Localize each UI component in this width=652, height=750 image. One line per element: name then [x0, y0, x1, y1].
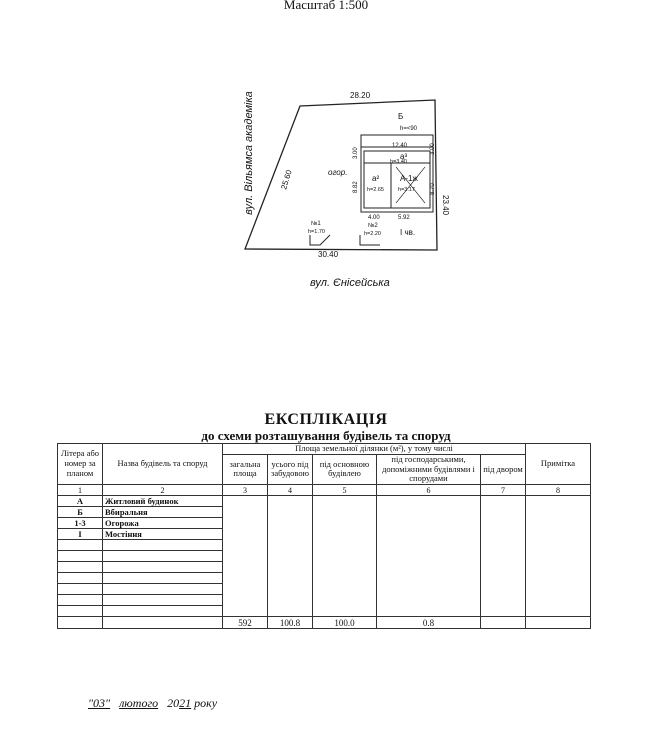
building-a — [391, 163, 430, 208]
date-day: "03" — [88, 696, 111, 710]
document-date — [88, 696, 217, 711]
svg-text:3.00: 3.00 — [353, 147, 359, 159]
col-total: загальна площа — [223, 454, 268, 484]
svg-text:№1: №1 — [311, 221, 321, 227]
svg-text:h=3.40: h=3.40 — [390, 159, 407, 165]
svg-text:А-1ж: А-1ж — [400, 174, 418, 183]
col-letter: Літера або номер за планом — [58, 444, 103, 485]
col-area-group: Площа земельної ділянки (м²), у тому числі — [223, 444, 526, 455]
svg-text:h=3.17: h=3.17 — [398, 187, 415, 193]
svg-text:8.70: 8.70 — [430, 183, 436, 195]
col-aux: під господарськими, допоміжними будівлями і спорудами — [377, 454, 481, 484]
svg-text:I чв.: I чв. — [400, 228, 416, 237]
svg-text:h=<90: h=<90 — [400, 126, 418, 132]
explication-table — [57, 443, 591, 629]
table-row: Б Вбиральня — [58, 507, 591, 518]
date-year-suffix: 21 — [179, 696, 192, 710]
svg-text:h=2.65: h=2.65 — [367, 187, 384, 193]
svg-text:8.82: 8.82 — [353, 181, 359, 193]
col-note: Примітка — [526, 444, 591, 485]
col-main: під основною будівлею — [313, 454, 377, 484]
total-main: 100.0 — [313, 617, 377, 629]
dim-bottom: 30.40 — [318, 250, 339, 259]
svg-text:h=2.20: h=2.20 — [364, 231, 381, 237]
street-left-label: вул. Вільямса академіка — [243, 91, 255, 215]
date-year-prefix: 20 — [167, 696, 180, 710]
dim-left: 25.60 — [279, 168, 294, 191]
yard-label: огор. — [328, 168, 348, 177]
svg-text:№2: №2 — [368, 223, 378, 229]
explication-title: ЕКСПЛІКАЦІЯ — [264, 411, 388, 428]
table-row: А Житловий будинок — [58, 496, 591, 507]
column-numbers-row: 1 2 3 4 5 6 7 8 — [58, 485, 591, 496]
col-yard: під двором — [481, 454, 526, 484]
date-month: лютого — [119, 696, 159, 710]
explication-subtitle: до схеми розташування будівель та споруд — [201, 428, 451, 443]
dim-top: 28.20 — [350, 91, 371, 100]
b-label: Б — [398, 112, 404, 121]
col-name: Назва будівель та споруд — [103, 444, 223, 485]
svg-text:h=1.70: h=1.70 — [308, 229, 325, 235]
dim-right: 23.40 — [441, 195, 450, 216]
col-built: усього під забудовою — [268, 454, 313, 484]
total-area: 592 — [223, 617, 268, 629]
total-aux: 0.8 — [377, 617, 481, 629]
svg-text:а³: а³ — [400, 152, 408, 161]
street-bottom-label: вул. Єнісейська — [310, 277, 390, 289]
building-a2 — [364, 163, 391, 208]
total-built: 100.8 — [268, 617, 313, 629]
svg-text:12.40: 12.40 — [392, 143, 408, 149]
svg-text:4.00: 4.00 — [368, 215, 380, 221]
svg-text:3.00: 3.00 — [430, 143, 436, 155]
scale-label: Масштаб 1:500 — [283, 0, 369, 12]
table-row: 1-3 Огорожа — [58, 518, 591, 529]
svg-text:5.92: 5.92 — [398, 215, 410, 221]
site-plan — [220, 85, 460, 270]
totals-row — [58, 617, 591, 629]
table-row: I Мостіння — [58, 529, 591, 540]
svg-text:а²: а² — [372, 174, 380, 183]
date-word: року — [194, 696, 218, 710]
